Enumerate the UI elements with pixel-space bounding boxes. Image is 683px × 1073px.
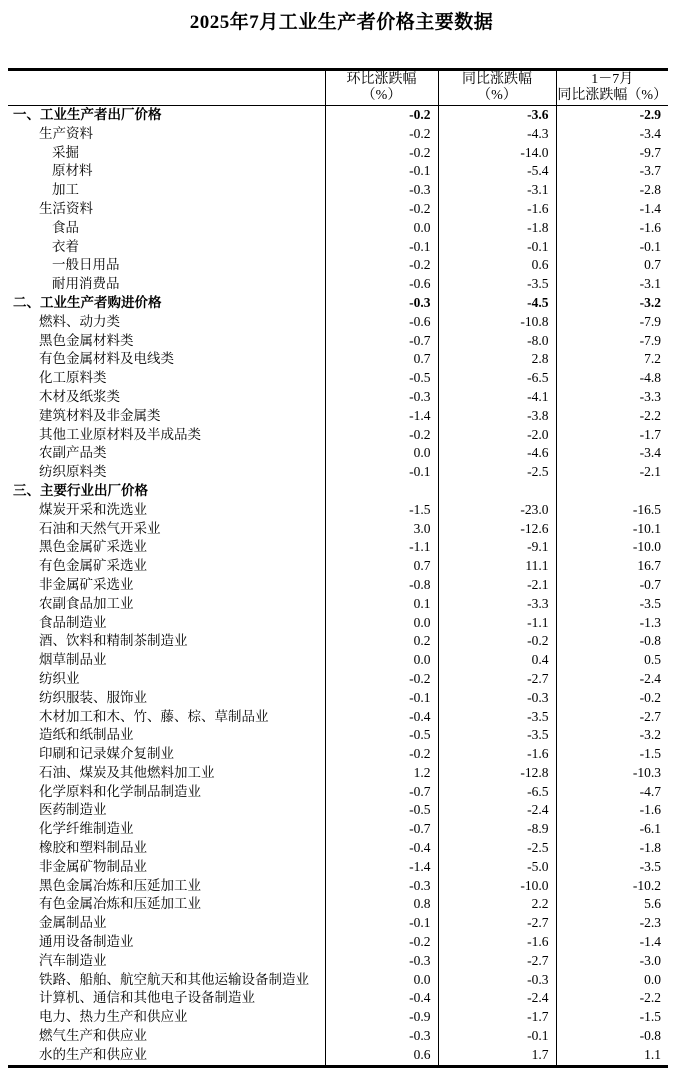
row-label: 计算机、通信和其他电子设备制造业 <box>39 990 255 1006</box>
table-row <box>8 200 668 219</box>
row-yoy-value: 0.6 <box>438 256 556 275</box>
row-mom-value: -0.2 <box>325 200 438 219</box>
row-label: 二、工业生产者购进价格 <box>13 294 162 310</box>
row-yoy-value: -6.5 <box>438 783 556 802</box>
row-label: 其他工业原材料及半成品类 <box>39 426 201 442</box>
row-label: 木材及纸浆类 <box>39 388 120 404</box>
row-mom-value: -0.4 <box>325 839 438 858</box>
row-label: 建筑材料及非金属类 <box>39 407 161 423</box>
row-mom-value: 0.1 <box>325 595 438 614</box>
row-label: 采掘 <box>52 144 79 160</box>
header-mom <box>325 70 438 106</box>
row-label: 煤炭开采和洗选业 <box>39 501 147 517</box>
table-row <box>8 726 668 745</box>
row-mom-value: -0.1 <box>325 914 438 933</box>
row-label: 农副食品加工业 <box>39 595 134 611</box>
row-yoy-value: -2.5 <box>438 839 556 858</box>
table-row <box>8 614 668 633</box>
row-ytd-value: 0.7 <box>556 256 668 275</box>
table-row <box>8 895 668 914</box>
row-label: 通用设备制造业 <box>39 934 134 950</box>
row-yoy-value: -1.1 <box>438 614 556 633</box>
row-mom-value: -0.7 <box>325 820 438 839</box>
row-mom-value: -0.2 <box>325 144 438 163</box>
row-ytd-value: -0.8 <box>556 632 668 651</box>
row-mom-value: 0.0 <box>325 971 438 990</box>
row-ytd-value: -0.1 <box>556 238 668 257</box>
row-yoy-value: -2.0 <box>438 426 556 445</box>
row-ytd-value: -1.6 <box>556 801 668 820</box>
row-yoy-value: -3.1 <box>438 181 556 200</box>
row-ytd-value: -10.1 <box>556 520 668 539</box>
row-label: 铁路、船舶、航空航天和其他运输设备制造业 <box>39 971 309 987</box>
row-yoy-value: 2.8 <box>438 350 556 369</box>
row-yoy-value: -5.0 <box>438 858 556 877</box>
row-label: 化学纤维制造业 <box>39 821 134 837</box>
row-yoy-value: -2.7 <box>438 670 556 689</box>
row-ytd-value: -4.8 <box>556 369 668 388</box>
table-row <box>8 708 668 727</box>
row-ytd-value: 0.0 <box>556 971 668 990</box>
row-label: 三、主要行业出厂价格 <box>13 482 148 498</box>
row-label: 化学原料和化学制品制造业 <box>39 783 201 799</box>
row-mom-value: 0.0 <box>325 444 438 463</box>
row-label: 医药制造业 <box>39 802 107 818</box>
row-ytd-value: -10.3 <box>556 764 668 783</box>
row-ytd-value: -2.3 <box>556 914 668 933</box>
table-row <box>8 595 668 614</box>
row-ytd-value: -3.4 <box>556 444 668 463</box>
table-row <box>8 520 668 539</box>
header-mom-line1: 环比涨跌幅 <box>346 72 417 87</box>
table-row <box>8 350 668 369</box>
row-yoy-value: 11.1 <box>438 557 556 576</box>
row-yoy-value: -1.6 <box>438 200 556 219</box>
row-ytd-value: -2.2 <box>556 989 668 1008</box>
row-ytd-value: -16.5 <box>556 501 668 520</box>
row-label: 化工原料类 <box>39 370 107 386</box>
row-mom-value: -1.4 <box>325 407 438 426</box>
row-mom-value: -0.8 <box>325 576 438 595</box>
table-row <box>8 106 668 125</box>
row-mom-value: 0.2 <box>325 632 438 651</box>
row-mom-value: -0.6 <box>325 275 438 294</box>
row-ytd-value: -1.3 <box>556 614 668 633</box>
table-row <box>8 971 668 990</box>
row-label: 有色金属材料及电线类 <box>39 351 174 367</box>
row-ytd-value: -0.2 <box>556 689 668 708</box>
row-label: 橡胶和塑料制品业 <box>39 840 147 856</box>
row-mom-value: -0.3 <box>325 877 438 896</box>
table-row <box>8 501 668 520</box>
row-yoy-value: 1.7 <box>438 1046 556 1066</box>
row-ytd-value: -10.0 <box>556 538 668 557</box>
row-mom-value: -0.2 <box>325 106 438 125</box>
row-yoy-value: -4.3 <box>438 125 556 144</box>
row-yoy-value: -0.1 <box>438 1027 556 1046</box>
row-ytd-value: 0.5 <box>556 651 668 670</box>
row-mom-value: 3.0 <box>325 520 438 539</box>
row-mom-value: -0.5 <box>325 369 438 388</box>
row-yoy-value: -5.4 <box>438 162 556 181</box>
row-yoy-value: -14.0 <box>438 144 556 163</box>
row-ytd-value: -3.5 <box>556 858 668 877</box>
row-mom-value: -1.4 <box>325 858 438 877</box>
row-yoy-value: -6.5 <box>438 369 556 388</box>
row-ytd-value: -1.8 <box>556 839 668 858</box>
row-label: 生产资料 <box>39 125 93 141</box>
table-row <box>8 1027 668 1046</box>
row-ytd-value: -10.2 <box>556 877 668 896</box>
row-yoy-value: -10.8 <box>438 313 556 332</box>
row-mom-value: -0.2 <box>325 933 438 952</box>
row-label: 耐用消费品 <box>52 276 120 292</box>
row-yoy-value: -3.5 <box>438 275 556 294</box>
row-label: 印刷和记录媒介复制业 <box>39 746 174 762</box>
table-row <box>8 125 668 144</box>
row-mom-value: -0.2 <box>325 670 438 689</box>
table-row <box>8 444 668 463</box>
row-ytd-value: -4.7 <box>556 783 668 802</box>
row-ytd-value: -0.7 <box>556 576 668 595</box>
row-ytd-value: -3.2 <box>556 726 668 745</box>
row-label: 黑色金属矿采选业 <box>39 539 147 555</box>
table-row <box>8 989 668 1008</box>
row-mom-value: 1.2 <box>325 764 438 783</box>
header-ytd-line2: 同比涨跌幅（%） <box>557 88 668 103</box>
table-row <box>8 388 668 407</box>
row-yoy-value: -4.6 <box>438 444 556 463</box>
row-yoy-value: -1.8 <box>438 219 556 238</box>
row-mom-value <box>325 482 438 501</box>
row-ytd-value: -2.2 <box>556 407 668 426</box>
table-row <box>8 256 668 275</box>
row-ytd-value: 5.6 <box>556 895 668 914</box>
row-label: 衣着 <box>52 238 79 254</box>
row-ytd-value: -2.8 <box>556 181 668 200</box>
row-label: 水的生产和供应业 <box>39 1046 147 1062</box>
row-yoy-value: -2.1 <box>438 576 556 595</box>
table-row <box>8 219 668 238</box>
row-mom-value: -0.9 <box>325 1008 438 1027</box>
row-mom-value: -0.4 <box>325 708 438 727</box>
row-yoy-value: -1.6 <box>438 745 556 764</box>
row-ytd-value: -3.2 <box>556 294 668 313</box>
row-label: 造纸和纸制品业 <box>39 727 134 743</box>
row-mom-value: -0.2 <box>325 125 438 144</box>
row-mom-value: -0.5 <box>325 801 438 820</box>
row-mom-value: 0.7 <box>325 557 438 576</box>
header-ytd <box>556 70 668 106</box>
row-ytd-value: -3.1 <box>556 275 668 294</box>
row-ytd-value: 7.2 <box>556 350 668 369</box>
table-row <box>8 914 668 933</box>
row-ytd-value: -7.9 <box>556 313 668 332</box>
row-label: 燃气生产和供应业 <box>39 1028 147 1044</box>
row-yoy-value: -2.7 <box>438 952 556 971</box>
price-data-table <box>8 68 668 1068</box>
row-mom-value: 0.6 <box>325 1046 438 1066</box>
row-yoy-value: -1.7 <box>438 1008 556 1027</box>
row-label: 汽车制造业 <box>39 952 107 968</box>
row-yoy-value: -3.6 <box>438 106 556 125</box>
table-row <box>8 538 668 557</box>
row-mom-value: 0.0 <box>325 651 438 670</box>
row-yoy-value: 2.2 <box>438 895 556 914</box>
row-mom-value: -0.1 <box>325 463 438 482</box>
row-yoy-value: -4.5 <box>438 294 556 313</box>
table-row <box>8 689 668 708</box>
row-mom-value: -0.7 <box>325 783 438 802</box>
row-mom-value: -0.7 <box>325 332 438 351</box>
table-row <box>8 1008 668 1027</box>
row-yoy-value: -12.8 <box>438 764 556 783</box>
row-yoy-value: -1.6 <box>438 933 556 952</box>
table-row <box>8 632 668 651</box>
row-ytd-value: -1.5 <box>556 745 668 764</box>
row-ytd-value: 1.1 <box>556 1046 668 1066</box>
row-ytd-value: -3.5 <box>556 595 668 614</box>
row-yoy-value: -0.1 <box>438 238 556 257</box>
row-ytd-value: -1.4 <box>556 933 668 952</box>
row-label: 电力、热力生产和供应业 <box>39 1009 188 1025</box>
table-row <box>8 557 668 576</box>
row-label: 一般日用品 <box>52 257 120 273</box>
table-row <box>8 933 668 952</box>
row-yoy-value: -3.3 <box>438 595 556 614</box>
row-label: 纺织业 <box>39 670 80 686</box>
row-label: 纺织服装、服饰业 <box>39 689 147 705</box>
table-row <box>8 144 668 163</box>
row-mom-value: -0.3 <box>325 388 438 407</box>
row-mom-value: 0.0 <box>325 614 438 633</box>
row-yoy-value: -0.3 <box>438 971 556 990</box>
table-row <box>8 801 668 820</box>
row-label: 石油、煤炭及其他燃料加工业 <box>39 764 215 780</box>
table-row <box>8 332 668 351</box>
row-label: 生活资料 <box>39 200 93 216</box>
row-mom-value: -0.2 <box>325 256 438 275</box>
table-row <box>8 369 668 388</box>
row-label: 石油和天然气开采业 <box>39 520 161 536</box>
header-ytd-line1: 1－7月 <box>591 72 634 87</box>
row-label: 烟草制品业 <box>39 652 107 668</box>
row-yoy-value: -3.8 <box>438 407 556 426</box>
row-yoy-value: -2.5 <box>438 463 556 482</box>
row-label: 金属制品业 <box>39 915 107 931</box>
table-row <box>8 576 668 595</box>
row-ytd-value: -3.7 <box>556 162 668 181</box>
row-label: 一、工业生产者出厂价格 <box>13 107 162 122</box>
row-mom-value: -0.1 <box>325 238 438 257</box>
row-mom-value: -0.2 <box>325 426 438 445</box>
table-row <box>8 651 668 670</box>
row-yoy-value: -2.7 <box>438 914 556 933</box>
row-mom-value: 0.0 <box>325 219 438 238</box>
row-label: 非金属矿采选业 <box>39 576 134 592</box>
table-row <box>8 181 668 200</box>
row-ytd-value <box>556 482 668 501</box>
row-mom-value: 0.8 <box>325 895 438 914</box>
table-row <box>8 1046 668 1066</box>
row-yoy-value: -2.4 <box>438 801 556 820</box>
row-yoy-value: -9.1 <box>438 538 556 557</box>
row-yoy-value: -0.3 <box>438 689 556 708</box>
row-ytd-value: -1.4 <box>556 200 668 219</box>
row-ytd-value: -6.1 <box>556 820 668 839</box>
table-row <box>8 670 668 689</box>
row-label: 有色金属冶炼和压延加工业 <box>39 896 201 912</box>
row-label: 原材料 <box>52 163 93 179</box>
table-row <box>8 764 668 783</box>
table-row <box>8 162 668 181</box>
table-row <box>8 952 668 971</box>
row-ytd-value: -2.4 <box>556 670 668 689</box>
row-ytd-value: -3.0 <box>556 952 668 971</box>
table-row <box>8 783 668 802</box>
row-yoy-value: -8.9 <box>438 820 556 839</box>
header-row <box>8 70 668 106</box>
row-label: 酒、饮料和精制茶制造业 <box>39 633 188 649</box>
row-mom-value: -0.1 <box>325 689 438 708</box>
row-ytd-value: -0.8 <box>556 1027 668 1046</box>
row-yoy-value: -2.4 <box>438 989 556 1008</box>
row-mom-value: -0.6 <box>325 313 438 332</box>
row-ytd-value: -9.7 <box>556 144 668 163</box>
header-yoy-line2: （%） <box>477 88 517 103</box>
row-yoy-value: -0.2 <box>438 632 556 651</box>
table-row <box>8 407 668 426</box>
table-row <box>8 463 668 482</box>
row-label: 非金属矿物制品业 <box>39 858 147 874</box>
row-mom-value: -0.3 <box>325 181 438 200</box>
row-ytd-value: -2.1 <box>556 463 668 482</box>
table-row <box>8 313 668 332</box>
row-mom-value: -0.1 <box>325 162 438 181</box>
row-label: 加工 <box>52 182 79 198</box>
row-label: 食品制造业 <box>39 614 107 630</box>
row-label: 食品 <box>52 219 79 235</box>
row-ytd-value: -1.5 <box>556 1008 668 1027</box>
row-yoy-value: -23.0 <box>438 501 556 520</box>
row-label: 木材加工和木、竹、藤、棕、草制品业 <box>39 708 269 724</box>
table-row <box>8 745 668 764</box>
row-mom-value: -1.1 <box>325 538 438 557</box>
table-row <box>8 294 668 313</box>
row-yoy-value: -10.0 <box>438 877 556 896</box>
row-ytd-value: -2.7 <box>556 708 668 727</box>
row-ytd-value: -3.4 <box>556 125 668 144</box>
table-row <box>8 482 668 501</box>
header-label-blank <box>8 70 325 106</box>
row-yoy-value: -3.5 <box>438 708 556 727</box>
table-row <box>8 858 668 877</box>
page-title: 2025年7月工业生产者价格主要数据 <box>189 12 494 33</box>
row-label: 纺织原料类 <box>39 464 107 480</box>
row-yoy-value: -12.6 <box>438 520 556 539</box>
row-label: 黑色金属冶炼和压延加工业 <box>39 877 201 893</box>
row-ytd-value: -1.6 <box>556 219 668 238</box>
row-mom-value: 0.7 <box>325 350 438 369</box>
row-yoy-value <box>438 482 556 501</box>
row-label: 有色金属矿采选业 <box>39 558 147 574</box>
table-row <box>8 238 668 257</box>
row-yoy-value: 0.4 <box>438 651 556 670</box>
row-mom-value: -0.5 <box>325 726 438 745</box>
table-row <box>8 426 668 445</box>
row-mom-value: -0.2 <box>325 745 438 764</box>
header-yoy-line1: 同比涨跌幅 <box>462 72 532 87</box>
row-ytd-value: -7.9 <box>556 332 668 351</box>
table-row <box>8 275 668 294</box>
row-mom-value: -0.3 <box>325 294 438 313</box>
row-ytd-value: -2.9 <box>556 106 668 125</box>
table-row <box>8 877 668 896</box>
header-mom-line2: （%） <box>361 88 402 103</box>
row-yoy-value: -4.1 <box>438 388 556 407</box>
row-label: 燃料、动力类 <box>39 313 120 329</box>
row-mom-value: -0.4 <box>325 989 438 1008</box>
row-ytd-value: -3.3 <box>556 388 668 407</box>
row-label: 黑色金属材料类 <box>39 332 134 348</box>
row-yoy-value: -3.5 <box>438 726 556 745</box>
table-row <box>8 839 668 858</box>
row-yoy-value: -8.0 <box>438 332 556 351</box>
row-ytd-value: 16.7 <box>556 557 668 576</box>
header-yoy <box>438 70 556 106</box>
row-ytd-value: -1.7 <box>556 426 668 445</box>
row-mom-value: -0.3 <box>325 952 438 971</box>
row-mom-value: -1.5 <box>325 501 438 520</box>
row-mom-value: -0.3 <box>325 1027 438 1046</box>
row-label: 农副产品类 <box>39 445 107 461</box>
table-row <box>8 820 668 839</box>
